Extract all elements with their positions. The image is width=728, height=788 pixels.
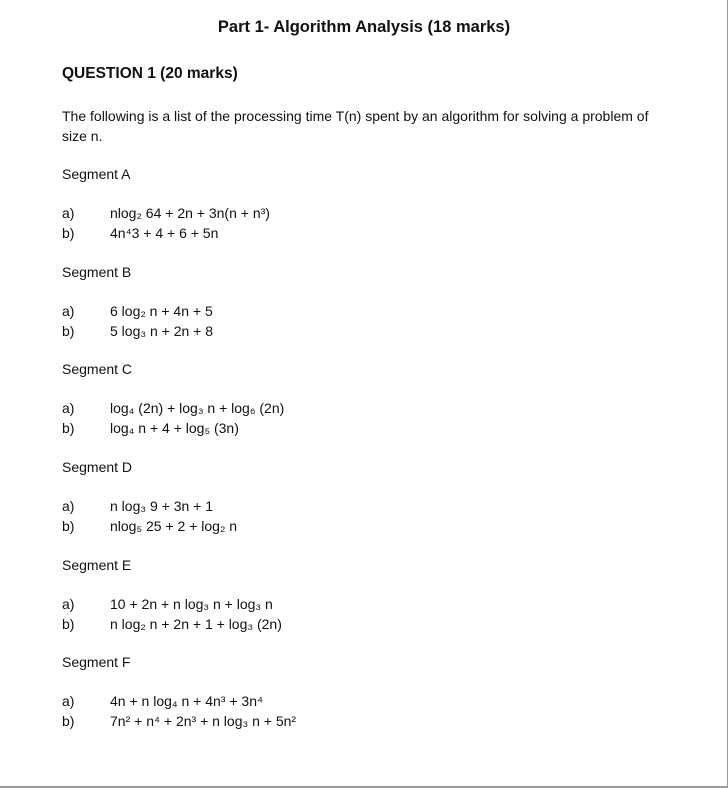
item-label: a) — [62, 693, 75, 709]
item-expression: 6 log₂ n + 4n + 5 — [110, 303, 213, 319]
segment-item — [62, 301, 662, 321]
segment-e — [62, 555, 662, 634]
item-label: a) — [62, 498, 75, 514]
segment-title: Segment F — [62, 654, 131, 670]
item-label: b) — [62, 420, 75, 436]
segment-item — [62, 203, 662, 223]
segment-b — [62, 262, 662, 341]
item-expression: 10 + 2n + n log₃ n + log₃ n — [110, 596, 273, 612]
segment-item — [62, 223, 662, 243]
segment-title: Segment E — [62, 557, 132, 573]
segment-f — [62, 652, 662, 731]
item-label: a) — [62, 596, 75, 612]
segment-d — [62, 457, 662, 536]
segment-item — [62, 398, 662, 418]
item-expression: 5 log₃ n + 2n + 8 — [110, 323, 214, 339]
item-label: a) — [62, 303, 75, 319]
item-expression: 4n⁴3 + 4 + 6 + 5n — [110, 225, 219, 241]
segment-item — [62, 321, 662, 341]
question-heading: QUESTION 1 (20 marks) — [62, 65, 238, 82]
segment-item — [62, 711, 662, 731]
item-expression: nlog₂ 64 + 2n + 3n(n + n³) — [110, 205, 270, 221]
segment-c — [62, 359, 662, 438]
item-expression: log₄ n + 4 + log₅ (3n) — [110, 420, 239, 436]
item-label: b) — [62, 323, 75, 339]
segment-title: Segment A — [62, 166, 131, 182]
segment-a — [62, 164, 662, 243]
item-expression: n log₂ n + 2n + 1 + log₃ (2n) — [110, 616, 282, 632]
segment-item — [62, 516, 662, 536]
item-expression: n log₃ 9 + 3n + 1 — [110, 498, 214, 514]
item-label: b) — [62, 616, 75, 632]
item-label: a) — [62, 205, 75, 221]
question-intro: The following is a list of the processing time T(n) spent by an algorithm for solving a problem of size n. — [62, 108, 649, 144]
item-expression: 4n + n log₄ n + 4n³ + 3n⁴ — [110, 693, 264, 709]
item-expression: 7n² + n⁴ + 2n³ + n log₃ n + 5n² — [110, 713, 297, 729]
segment-item — [62, 418, 662, 438]
item-label: b) — [62, 713, 75, 729]
item-label: a) — [62, 400, 75, 416]
item-expression: nlog₅ 25 + 2 + log₂ n — [110, 518, 238, 534]
segment-item — [62, 496, 662, 516]
segment-item — [62, 614, 662, 634]
item-label: b) — [62, 518, 75, 534]
item-label: b) — [62, 225, 75, 241]
segment-item — [62, 691, 662, 711]
segment-title: Segment C — [62, 361, 133, 377]
segment-title: Segment D — [62, 459, 133, 475]
segment-title: Segment B — [62, 264, 132, 280]
item-expression: log₄ (2n) + log₃ n + log₆ (2n) — [110, 400, 285, 416]
segment-item — [62, 594, 662, 614]
page-title: Part 1- Algorithm Analysis (18 marks) — [217, 18, 511, 36]
